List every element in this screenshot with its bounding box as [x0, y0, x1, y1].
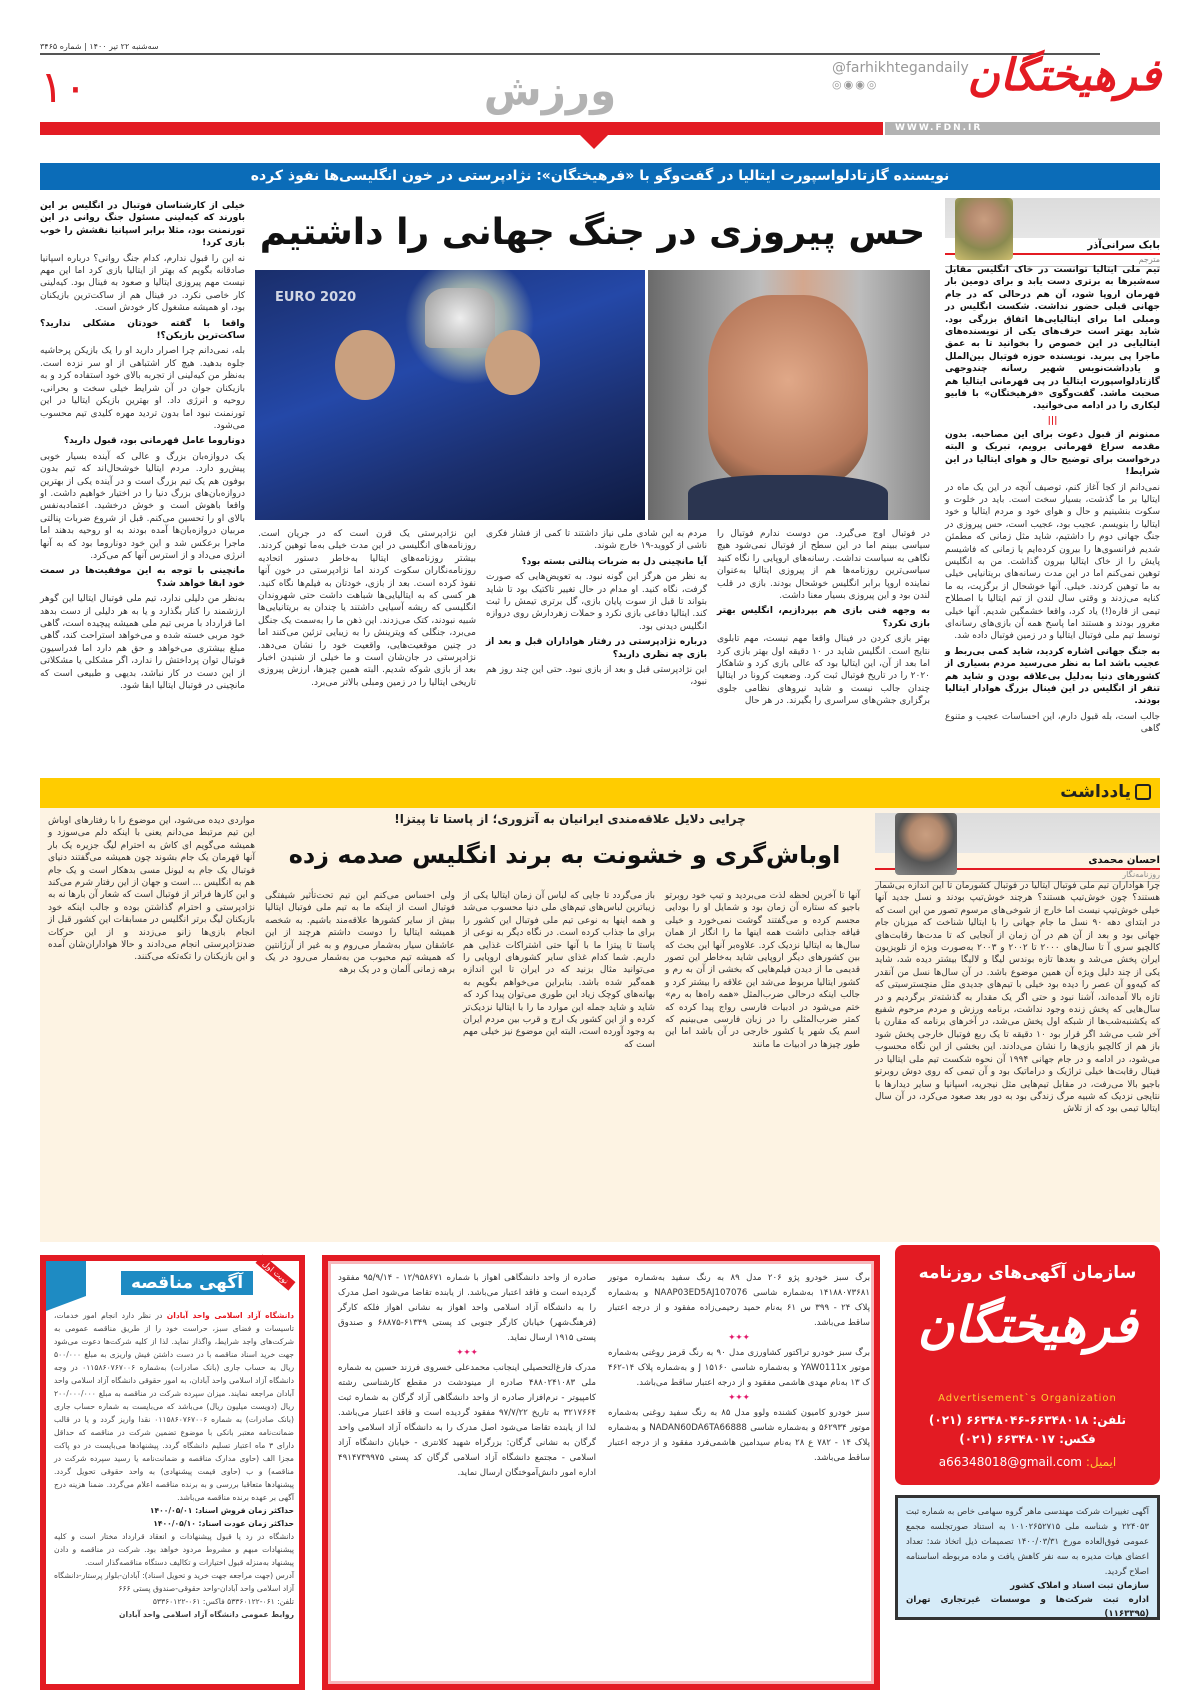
face — [708, 295, 868, 485]
tender-footer: روابط عمومی دانشگاه آزاد اسلامی واحد آبادان — [119, 1610, 294, 1619]
social-handle: @farhikhtegandaily — [832, 60, 969, 76]
note-author-role: روزنامه‌نگار — [875, 870, 1160, 882]
paragraph: این نژادپرستی قبل و بعد از بازی نبود. حتی این چند روز هم نبود، — [486, 665, 707, 688]
photo-interviewee — [648, 270, 930, 520]
email-value[interactable]: a66348018@gmail.com — [938, 1455, 1082, 1469]
divider: ✦✦✦ — [728, 1393, 750, 1403]
notice-office: اداره ثبت شرکت‌ها و موسسات غیرتجاری تهران (۱۱۶۳۳۹۵) — [906, 1595, 1149, 1619]
question: واقعا با گفته خودتان مشکلی ندارید؟ ساکت‌ترین بازیکن؟! — [40, 318, 245, 342]
agency-title: سازمان آگهی‌های روزنامه — [918, 1263, 1137, 1283]
lost-ads-column-2 — [338, 1271, 596, 1681]
lost-documents-ads — [322, 1255, 880, 1690]
question: ممنونم از قبول دعوت برای این مصاحبه. بدون مقدمه سراغ قهرمانی برویم، تبریک و البته درخواست برای توضیح حال و هوای ایتالیا در این شرایط! — [945, 429, 1160, 478]
tender-address: آدرس (جهت مراجعه جهت خرید و تحویل اسناد): آبادان-بلوار پرستار-دانشگاه آزاد اسلامی واحد آبادان-واحد حقوقی-صندوق پستی ۶۶۶ — [54, 1571, 294, 1593]
question: آیا مانچینی دل به ضربات پنالتی بسته بود؟ — [521, 556, 707, 567]
note-author-box — [875, 813, 1160, 882]
question: درباره نژادپرستی در رفتار هواداران قبل و بعد از بازی چه نظری دارید؟ — [486, 637, 707, 660]
note-section-bar — [40, 778, 1160, 808]
paragraph: به نظر من هرگز این گونه نبود. به تعویض‌هایی که صورت گرفت، نگاه کنید. او مدام در حال تغییر تاکتیک بود تا شاید بتواند تا قبل از سوت پایان بازی، گل برتری تیمش را ثبت کند. ایتالیا دفاعی بازی نکرد و حملات زهردارش روی دروازه انگلیس دیدنی بود. — [486, 572, 707, 632]
paragraph: بهتر بازی کردن در فینال واقعا مهم نیست، مهم تابلوی نتایج است. انگلیس شاید در ۱۰ دقیقه اول بهتر بازی کرد اما بعد از آن، این ایتالیا بود که عالی بازی کرد و شاهکار ۲۰۲۰ را در تاریخ فوتبال ثبت کرد. وضعیت کرونا در ایتالیا چندان جالب نیست و شاید نیروهای نظامی جلوی برگزاری جشن‌های سراسری را بگیرند. در هر حال — [717, 634, 930, 707]
social-icons: ◎◉◉◎ — [832, 78, 879, 91]
note-author-name: احسان محمدی — [875, 853, 1160, 870]
tender-ad — [40, 1255, 305, 1690]
paragraph: این نژادپرستی یک قرن است که در جریان است. روزنامه‌های انگلیسی در این مدت خیلی به‌ما توهین کردند. بیشتر روزنامه‌های ایتالیا به‌خاطر دستور اتحادیه روزنامه‌نگاران سکوت کردند اما نژادپرستی در خون آنها نفوذ کرده است. بعد از بازی، خودتان به فیلم‌ها نگاه کنید. هر کسی که به ایتالیایی‌ها شباهت داشت حتی شهروندان انگلیسی که ریشه آسیایی داشتند یا چندان به بریتانیایی‌ها شبیه نبودند، کتک می‌زدند. این ذهن ما را به‌سمت یک جنگل می‌برد، جنگلی که ویترینش را به زیبایی تزئین می‌کنند اما در چنین موقعیت‌هایی، واقعیت خود را نشان می‌دهد. نژادپرستی در جان‌شان است و ما خیلی از شنیدن اخبار بعد از بازی شوکه شدیم. البته همین چیزها، ارزش پیروزی تاریخی ایتالیا را در زمین ومبلی بالاتر می‌برد. — [258, 529, 476, 688]
article-right-column — [945, 264, 1160, 772]
player-face — [485, 330, 540, 395]
fax-value: ۶۶۳۴۸۰۱۷ (۰۲۱) — [959, 1432, 1055, 1446]
author-name: بابک سرانی‌آذر — [945, 238, 1160, 255]
note-column-4: ولی احساس می‌کنم این تیم تحت‌تأثیر شیفتگی فوتبال است از اینکه ما به تیم ملی فوتبال ایتالیا بیش از سایر کشورها علاقه‌مند باشیم. به شخصه همیشه ایتالیا را دوست داشتم هرچند از این عاشقان سیار به‌شمار می‌روم و به غیر از آرژانتین که همیشه تیم محبوب من به‌شمار می‌رود در یک برهه زمانی آلمان و در یک برهه — [265, 891, 455, 976]
agency-subtitle: Advertisement`s Organization — [938, 1393, 1117, 1404]
article-left-column — [40, 200, 245, 772]
answer: یک دروازه‌بان بزرگ و عالی که آینده بسیار خوبی پیش‌رو دارد. مردم ایتالیا خوشحال‌اند که تیم بدون بوفون هم یک تیم بزرگ است و در آینده یکی از بهترین دروازه‌بان‌های بزرگ دنیا را در اختیار خواهیم داشت. او واقعا باهوش است و خوش درخشید. اعتمادبه‌نفس بالای او را تحسین می‌کنم. قبل از شروع ضربات پنالتی مربیان دروازه‌بان‌ها آمده بودند به او روحیه بدهند اما ماجرا برعکس شد و این خود دوناروما بود که به آنها انرژی می‌داد و از استرس آنها کم می‌کرد. — [40, 451, 245, 561]
newspaper-logo: فرهیختگان — [967, 50, 1161, 101]
question: به وجهه فنی بازی هم بپردازیم، انگلیس بهتر بازی نکرد؟ — [717, 606, 930, 629]
phone-value: ۶۶۳۴۸۰۱۸-۶۶۳۴۸۰۴۶ (۰۲۱) — [928, 1413, 1089, 1427]
university-emblem-icon — [46, 1261, 86, 1311]
lost-ad: سبز خودرو کامیون کشنده ولوو مدل ۸۵ به رنگ سفید روغنی به‌شماره موتور ۵۶۲۹۳۴ و به‌شماره شاسی NADAN60DA6TA66888 و به‌شماره پلاک ۱۴ - ۷۸۲ ع ۲۸ به‌نام سیدامین هاشمی‌فرد مفقود و از درجه اعتبار ساقط می‌باشد. — [608, 1408, 870, 1463]
note-author-photo — [895, 813, 957, 875]
header-pointer — [580, 135, 608, 149]
agency-phone — [895, 1413, 1160, 1427]
euro-banner: EURO 2020 — [275, 290, 357, 305]
company-change-notice — [895, 1495, 1160, 1620]
agency-logo: فرهیختگان — [917, 1295, 1138, 1354]
article-lead: تیم ملی ایتالیا توانست در خاک انگلیس مقابل سه‌شیرها به برتری دست یابد و برای دومین بار قهرمان اروپا شود، آن هم درحالی که در جام جهانی قبلی حضور نداشت. شکست انگلیس در ومبلی اما برای ایتالیایی‌ها اتفاق بزرگی بود. شاید بهتر است حرف‌های یکی از نویسنده‌های ایتالیایی در این خصوص را بخوانید تا به عمق ماجرا پی ببرید. نویسنده حوزه فوتبال بین‌الملل و یادداشت‌نویس شهیر رسانه چندوجهی گازتادلواسپورت ایتالیا در پی قهرمانی ایتالیا هم صحبت ماشد. گفت‌وگوی «فرهیختگان» با فابیو لیکاری را در ادامه می‌خوانید. — [945, 265, 1160, 412]
tender-deadline-sale: حداکثر زمان فروش اسناد: ۱۴۰۰/۰۵/۰۱ — [149, 1506, 294, 1515]
author-photo — [955, 198, 1013, 260]
answer: نمی‌دانم از کجا آغاز کنم، توصیف آنچه در این یک ماه در ایتالیا بر ما گذشت، بسیار سخت است. باید در خلوت و سکوت بنشینیم و حال و هوای خود و مردم ایتالیا و خود ایتالیا را بنویسم. عجیب بود، عجیب است، حس پیروزی در جنگ جهانی دوم را داشتیم، شاید مثل زمانی که مطمئن شدیم فرانسوی‌ها را بیرون کرده‌ایم یا زمانی که فاشیسم پایش را از خاک ایتالیا بیرون گذاشت. من به انگلیس توهین نمی‌کنم اما در این مدت رسانه‌های بریتانیایی خیلی به ما توهین کردند. خیلی. آنها خوشحال از برگزیت، به ما کنایه می‌زدند و وقتی سال لندن از تیم ایتالیا با اصطلاح تیمی از قاره(!) یاد کرد، واقعا خشمگین شدیم. آنها خیلی مغرور بودند و هستند اما پاسخ همه آن بازی‌های رسانه‌ای توسط تیم ملی فوتبال ایتالیا و در زمین فوتبال داده شد. — [945, 482, 1160, 642]
agency-fax — [895, 1432, 1160, 1446]
paragraph: مردم به این شادی ملی نیاز داشتند تا کمی از فشار فکری ناشی از کووید-۱۹ خارج شوند. — [486, 529, 707, 552]
tender-org: دانشگاه آزاد اسلامی واحد آبادان — [166, 1311, 294, 1320]
answer: جالب است، بله قبول دارم، این احساسات عجیب و متنوع گاهی — [945, 711, 1160, 735]
tender-body — [54, 1309, 294, 1684]
note-section-label — [1060, 782, 1151, 802]
section-title: ورزش — [483, 66, 617, 115]
lost-ad: مدرک فارغ‌التحصیلی اینجانب محمدعلی خسروی فرزند حسین به شماره ملی ۴۸۸۰۲۴۱۰۸۳ صادره از مینودشت در مقطع کارشناسی رشته کامپیوتر - نرم‌افزار صادره از واحد دانشگاهی آزاد گرگان به شماره ثبت ۳۲۱۷۶۶۴ به تاریخ ۹۷/۷/۲۲ مفقود گردیده است و فاقد اعتبار می‌باشد. لذا از یابنده تقاضا می‌شود اصل مدرک را به دانشگاه آزاد اسلامی واحد گرگان به نشانی گرگان: بزرگراه شهید کلانتری - خیابان دانشگاه آزاد اسلامی - مجتمع دانشگاه آزاد اسلامی گرگان کد پستی ۴۹۱۴۷۳۹۹۷۵ اداره امور دانش‌آموختگان ارسال نماید. — [338, 1363, 596, 1478]
note-column-2: آنها تا آخرین لحظه لذت می‌بردید و تیپ خود روبرتو باجیو که ستاره آن زمان بود و شمایل او را بودایی مجسم کرده و می‌گفتند گوشت نمی‌خورد و خیلی قیافه جذابی داشت همه اینها ما را انگار از همان سال‌ها به ایتالیا نزدیک کرد. علاوه‌بر آنها این بحث که بین کشورهای دیگر اروپایی شاید به‌خاطر این تصور قدیمی ما از دیدن فیلم‌هایی که بخشی از آن به رم و کشور ایتالیا مربوط می‌شد این علاقه را بیشتر کرد و جالب اینکه درحالی ضرب‌المثل «همه راه‌ها به رم» ختم می‌شود در ادبیات فارسی رواج پیدا کرده که کمتر ضرب‌المثلی را در زبان فارسی می‌بینیم که اسم یک شهر یا کشور خارجی در آن باشد اما این طور چیزها در ادبیات ما مانند — [665, 891, 860, 1050]
header-divider — [40, 53, 1100, 55]
note-kicker: چرایی دلایل علاقه‌مندی ایرانیان به آتزوری؛ از پاستا تا پیتزا! — [394, 812, 746, 826]
tender-deadline-return: حداکثر زمان عودت اسناد: ۱۴۰۰/۰۵/۱۰ — [153, 1519, 294, 1528]
article-kicker-bar: نویسنده گازتادلواسپورت ایتالیا در گفت‌وگو با «فرهیختگان»: نژادپرستی در خون انگلیسی‌ها نفوذ کرده — [40, 163, 1160, 190]
issue-date: سه‌شنبه ۲۲ تیر ۱۴۰۰ | شماره ۳۴۶۵ — [40, 42, 159, 51]
website-url: WWW.FDN.IR — [885, 122, 1160, 135]
tender-title: آگهی مناقصه — [121, 1271, 253, 1295]
page-number: ۱۰ — [40, 62, 88, 113]
photo-italy-players-trophy — [255, 270, 645, 520]
fax-label: فکس: — [1059, 1432, 1096, 1446]
tender-text: در نظر دارد انجام امور خدمات، تاسیسات و فضای سبز، حراست خود را از طریق مناقصه عمومی به شرکت‌های واجد شرایط، واگذار نماید. لذا از کلیه شرکت‌ها دعوت می‌شود جهت خرید اسناد مناقصه با در دست داشتن فیش واریزی به مبلغ ۵۰۰/۰۰۰ ریال به حساب جاری (بانک صادرات) به‌شماره ۰۱۱۵۸۶۰۷۶۷۰۰۶ در وجه دانشگاه آزاد اسلامی واحد آبادان، به امور حقوقی دانشگاه آزاد اسلامی واحد آبادان مراجعه نمایند. میزان سپرده شرکت در مناقصه به مبلغ ۲۰۰/۰۰۰/۰۰۰ ریال (دویست میلیون ریال) می‌باشد که می‌بایست به شماره حساب جاری (بانک صادرات) به شماره ۰۱۱۵۸۶۰۷۶۷۰۰۶ نقدا واریز گردد و یا در قالب ضمانت‌نامه معتبر بانکی با موضوع تضمین شرکت در مناقصه که حداقل دارای ۳ ماه اعتبار تسلیم دانشگاه گردد. پیشنهادها می‌بایست در دو پاکت مجزا الف (حاوی مدارک مناقصه و ضمانت‌نامه یا رسید سپرده شرکت در مناقصه) و ب (حاوی قیمت پیشنهادی) به واحد حقوقی تحویل گردد. پیشنهادها متعاقبا بررسی و به برنده مناقصه اعلام می‌گردد. ضمنا هزینه درج آگهی بر عهده برنده مناقصه می‌باشد. — [54, 1311, 294, 1502]
divider: ✦✦✦ — [456, 1348, 478, 1358]
article-column-3 — [258, 528, 476, 772]
note-icon — [1135, 784, 1151, 800]
question: به جنگ جهانی اشاره کردید، شاید کمی بی‌ربط و عجیب باشد اما به نظر می‌رسید مردم بسیاری از کشورهای دنیا به‌دلیل بی‌علاقه بودن و شاید هم تنفر از انگلیس در این فینال بزرگ هوادار ایتالیا بودند. — [945, 646, 1160, 707]
note-label-text: یادداشت — [1060, 782, 1131, 802]
divider: ✦✦✦ — [728, 1333, 750, 1343]
author-role: مترجم — [945, 255, 1160, 267]
lost-ad: برگ سبز خودرو پژو ۲۰۶ مدل ۸۹ به رنگ سفید به‌شماره موتور ۱۴۱۸۸۰۷۳۶۸۱ به‌شماره شاسی NAAP03ED5AJ107076 و به‌شماره پلاک ۲۴ - ۳۹۹ س ۶۱ به‌نام حمید رحیمی‌زاده مفقود و از درجه اعتبار ساقط می‌باشد. — [608, 1273, 870, 1328]
jacket — [688, 475, 888, 520]
notice-text: آگهی تغییرات شرکت مهندسی ماهر گروه سهامی خاص به شماره ثبت ۲۲۴۰۵۳ و شناسه ملی ۱۰۱۰۲۶۵۲۷۱۵ به استناد صورتجلسه مجمع عمومی فوق‌العاده مورخ ۱۴۰۰/۰۳/۳۱ تصمیمات ذیل اتخاذ شد: تعداد اعضای هیات مدیره به سه نفر کاهش یافت و ماده مربوطه اساسنامه اصلاح گردید. — [906, 1506, 1149, 1576]
notice-org: سازمان ثبت اسناد و املاک کشور — [1010, 1581, 1149, 1591]
player-face — [335, 330, 395, 400]
note-headline: اوباش‌گری و خشونت به برند انگلیس صدمه زده — [288, 841, 841, 869]
article-column-1 — [717, 528, 930, 772]
question: خیلی از کارشناسان فوتبال در انگلیس بر این باورند که کیه‌لینی مسئول جنگ روانی در این تورنمنت بود، مثلا برابر اسپانیا نقشش را خوب بازی کرد! — [40, 201, 245, 249]
header-red-bar — [40, 122, 883, 135]
answer: بله، نمی‌دانم چرا اصرار دارید او را یک بازیکن پرحاشیه جلوه بدهید. هیچ کار اشتباهی از او سر نزده است. به‌نظر من کیه‌لینی از تجربه بالای خود استفاده کرد و به بازیکنان جوان در آن شرایط خیلی سخت و بحرانی، روحیه و انرژی داد. او بهترین بازیکن ایتالیا در این تورنمنت نبود اما بدون تردید مهره کلیدی تیم محسوب می‌شود. — [40, 346, 245, 431]
lost-ads-column-1 — [608, 1271, 870, 1681]
ad-agency-banner — [895, 1245, 1160, 1485]
answer: نه این را قبول ندارم، کدام جنگ روانی؟ درباره اسپانیا صادقانه بگویم که بهتر از ایتالیا بازی کرد اما این مهم نیست مهم پیروزی ایتالیا و صعود به فینال بود. کیه‌لینی کار خاصی نکرد. در فینال هم از ساکت‌ترین بازیکنان بود، او همیشه مشغول کار خودش است. — [40, 253, 245, 314]
note-column-5: مواردی دیده می‌شود، این موضوع را با رفتارهای اوباش این تیم مرتبط می‌دانم یعنی با اینکه دلم می‌سوزد و همیشه می‌گویم ای کاش به احترام لیگ جزیره یک بار آنها قهرمان یک جام بشوند چون همیشه می‌گفتند دنیای فوتبال یک جام به لیونل مسی بدهکار است و یک جام هم به انگلیس ... است و جهان از این رفتار شرم می‌کند و این کارها فراتر از فوتبال است که شعار آن بارها نه به نژادپرستی و احترام گذاشتن بوده و جالب اینکه خود بازیکنان لیگ برتر انگلیس در مسابقات این کشور قبل از انجام بازی‌ها زانو می‌زدند و از این حرکات ضدنژادپرستی انجام می‌دادند و حالا هواداران‌شان آمده و این بازیکنان را تکه‌تکه می‌کنند. — [48, 816, 255, 963]
lost-ad: صادره از واحد دانشگاهی اهواز با شماره ۱۲/۹۵۸۶۷۱ - ۹۵/۹/۱۴ مفقود گردیده است و فاقد اعتبار می‌باشد. از یابنده تقاضا می‌شود اصل مدرک را به دانشگاه آزاد اسلامی واحد اهواز به نشانی اهواز فلکه کارگر (فرهنگ‌شهر) خیابان کارگر جنوبی کد پستی ۶۱۳۴۹-۶۸۸۷۵ و صندوق پستی ۱۹۱۵ ارسال نماید. — [338, 1273, 597, 1343]
question: مانچینی با توجه به این موفقیت‌ها در سمت خود ابقا خواهد شد؟ — [40, 566, 245, 589]
ribbon-first-round: نوبت اول — [256, 1255, 296, 1291]
answer: به‌نظر من دلیلی ندارد، تیم ملی فوتبال ایتالیا این گوهر ارزشمند را کنار بگذارد و یا به هر دلیلی از دست بدهد اما قرارداد با مربی تیم ملی همیشه پیچیده است، گاهی خود مربی خسته شده و می‌خواهد استراحت کند، گاهی مبلغ بیشتری می‌خواهد و حق هم دارد اما فدراسیون فوتبال توان پرداختش را ندارد، اگر مشکلی یا مشکلاتی از این دست در کار نباشد، بدیهی و طبیعی است که مانچینی در فوتبال ایتالیا ابقا شود. — [40, 594, 245, 692]
note-column-3: باز می‌گردد تا جایی که لباس آن زمان ایتالیا یکی از زیباترین لباس‌های تیم‌های ملی دنیا محسوب می‌شد و همه اینها به نوعی تیم ملی فوتبال این کشور را برای ما جذاب کرده است. در نگاه دیگر به نوعی از پاستا تا پیتزا ما با آنها حتی اشتراکات غذایی هم داریم. شما کدام غذای سایر کشورهای اروپایی را می‌توانید مثال بزنید که در ایران تا این اندازه همه‌گیر شده باشد. بنابراین می‌خواهم بگویم به بهانه‌های کوچک زیاد این طوری می‌توان پیدا کرد که شاید و شاید جمله این موارد ما را با ایتالیا نزدیک‌تر کرده و از این کشور یک ارج و قرب بین مردم ایران به وجود آورده است، البته این موضوع نیز خیلی مهم است که — [463, 891, 655, 1050]
separator: ||| — [1047, 415, 1058, 426]
lost-ad: برگ سبز خودرو تراکتور کشاورزی مدل ۹۰ به رنگ قرمز روغنی به‌شماره موتور YAW0111x و به‌شماره شاسی ۱۵۱۶۰ J و به‌شماره پلاک ۱۴-۴۶۲ ک ۱۳ به‌نام مهدی هاشمی مفقود و از درجه اعتبار ساقط می‌باشد. — [608, 1348, 871, 1388]
article-headline: حس پیروزی در جنگ جهانی را داشتیم — [259, 212, 926, 253]
tender-terms: دانشگاه در رد یا قبول پیشنهادات و انعقاد قرارداد مختار است و کلیه پیشنهادات مبهم و مشروط مردود خواهد بود. شرکت در مناقصه و دادن پیشنهاد به‌منزله قبول اختیارات و تکالیف دستگاه مناقصه‌گذار است. — [54, 1532, 294, 1567]
email-label: ایمیل: — [1085, 1455, 1117, 1469]
tender-phone: تلفن: ۰۶۱-۵۳۳۶۰۱۲۲ فاکس: ۰۶۱-۵۳۳۶۰۱۲۲ — [152, 1597, 294, 1606]
agency-email — [895, 1455, 1160, 1469]
question: دوناروما عامل قهرمانی بود، قبول دارید؟ — [63, 436, 245, 447]
article-column-2 — [486, 528, 707, 772]
note-column-1: چرا هواداران تیم ملی فوتبال ایتالیا در فوتبال کشورمان تا این اندازه بی‌شمار هستند؟ چون خوش‌تیپ هستند؟ هرچند خوش‌تیپ بودند و نسل جدید آنها خیلی خوش‌تیپ نیست اما خارج از شوخی‌های مرسوم تصور من این است که در ابتدای دهه ۹۰ نسل ما جام جهانی را با ایتالیا شناخت که میزبان جام جهانی بود و بعد از آن هم در آن زمان از آنجایی که تا مدت‌ها رقابت‌های کالچیو سری آ تا سال‌های ۲۰۰۰ تا ۲۰۰۲ و ۲۰۰۳ به‌صورت ویژه از تلویزیون ایران پخش می‌شد و بعدها تازه بوندس لیگا و لالیگا بیشتر دیده شد، شاید یکی از چند دلیل ویژه آن همین موضوع باشد. در آن سال‌ها نسل من آنقدر که کیه‌وو آن عصر را دیده بود خیلی با تیم‌های جدیدی مثل منچسترسیتی که تازه بالا آمده‌اند، آشنا نبود و حتی اگر یک مقدار به گذشته‌تر برگردیم و در سال‌هایی که پخش زنده وجود نداشت، برنامه ورزش و مردم مرحوم شفیع که یکشنبه‌شب‌ها از شبکه اول پخش می‌شد، در آخرهای برنامه که مقارن با آخر شب می‌شد اگر قرار بود ۱۰ دقیقه تا یک ربع فوتبال خارجی پخش شود باز هم از کالچیو بازی‌ها را نشان می‌دادند. این بخشی از این نگاه محسوب می‌شود، در ادامه و در جام جهانی ۱۹۹۴ آن نحوه شکست تیم ملی ایتالیا در فینال رقابت‌ها خیلی تراژیک و دراماتیک بود و آن تیمی که روی دوش روبرتو باجیو بالا می‌رفت، در مقابل تیم‌هایی مثل نیجریه، اسپانیا و سایر دیدارها با نتایجی نزدیک که شبیه مرگ زندگی بود به دور بعد صعود می‌کرد، در آن سال ایتالیا تیمی بود که از تلاش — [875, 881, 1160, 1115]
phone-label: تلفن: — [1092, 1413, 1127, 1427]
author-box — [945, 198, 1160, 267]
paragraph: در فوتبال اوج می‌گیرد. من دوست ندارم فوتبال را سیاسی ببینم اما در این سطح از فوتبال نمی‌شود هیچ نگاهی به سیاست نداشت. رسانه‌های اروپایی را نگاه کنید سیاسی‌ترین روزنامه‌ها هم از پیروزی ایتالیا به‌عنوان نماینده اروپا برابر انگلیس خوشحال بودند. بازی در قلب لندن بود و این پیروزی بسیار معنا داشت. — [717, 529, 930, 602]
trophy — [425, 288, 495, 348]
